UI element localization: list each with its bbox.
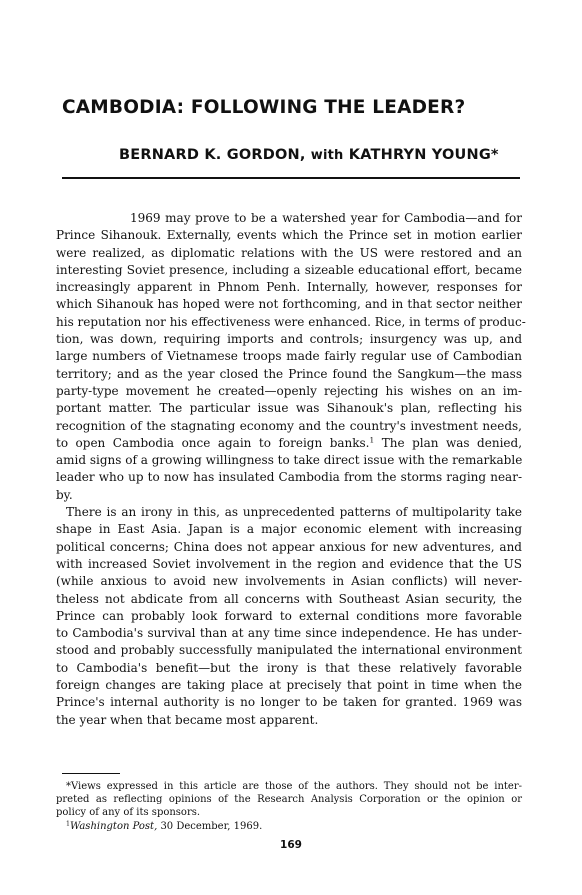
body-line: foreign changes are taking place at precisely that point in time when the	[56, 678, 522, 693]
body-line-text: to open Cambodia once again to foreign banks.	[56, 435, 370, 450]
body-line: were realized, as diplomatic relations with the US were restored and an	[56, 245, 522, 260]
body-line: 1969 may prove to be a watershed year for Cambodia—and for	[130, 211, 522, 225]
body-line: with increased Soviet involvement in the region and evidence that the US	[56, 556, 522, 571]
footnotes	[56, 780, 522, 833]
article-title: CAMBODIA: FOLLOWING THE LEADER?	[62, 97, 466, 118]
body-line: to Cambodia's survival than at any time since independence. He has under-	[56, 626, 522, 641]
author-secondary: KATHRYN YOUNG*	[348, 147, 499, 163]
footnote-ref: 1	[369, 435, 375, 445]
body-line: increasingly apparent in Phnom Penh. Internally, however, responses for	[56, 280, 522, 295]
body-line: recognition of the stagnating economy and the country's investment needs,	[56, 418, 522, 433]
footnote-line: policy of any of its sponsors.	[56, 807, 201, 819]
body-line: amid signs of a growing willingness to take direct issue with the remarkable	[56, 453, 523, 468]
footnote-source: Washington Post,	[69, 820, 158, 832]
body-line: to Cambodia's benefit—but the irony is that these relatively favorable	[56, 660, 522, 675]
author-with: with	[310, 148, 344, 163]
body-line: which Sihanouk has hoped were not forthcoming, and in that sector neither	[56, 297, 522, 312]
body-line: large numbers of Vietnamese troops made fairly regular use of Cambodian	[56, 349, 522, 364]
body-line-with-footnote	[56, 435, 522, 452]
page-number: 169	[280, 839, 302, 851]
footnote-line: preted as reflecting opinions of the Research Analysis Corporation or the opinion or	[56, 794, 522, 806]
body-line: by.	[56, 487, 73, 502]
body-line: Prince's internal authority is no longer to be taken for granted. 1969 was	[56, 695, 522, 710]
footnote-date: 30 December, 1969.	[157, 820, 263, 832]
body-line-text: The plan was denied,	[374, 435, 523, 450]
author-primary: BERNARD K. GORDON,	[119, 147, 306, 163]
article-body	[56, 210, 526, 729]
body-line: leader who up to now has insulated Cambodia from the storms raging near-	[56, 470, 522, 485]
body-line: party-type movement he created—openly rejecting his wishes on an im-	[56, 383, 522, 398]
paragraph-1	[56, 210, 526, 504]
body-line: Prince can probably look forward to external conditions more favorable	[56, 608, 522, 623]
body-line: (while anxious to avoid new involvements in Asian conflicts) will never-	[56, 574, 522, 589]
footnote-1	[56, 820, 522, 833]
body-line: Prince Sihanouk. Externally, events which the Prince set in motion earlier	[56, 228, 522, 243]
body-line: There is an irony in this, as unprecedented patterns of multipolarity take	[66, 505, 522, 520]
body-line: territory; and as the year closed the Prince found the Sangkum—the mass	[56, 366, 522, 381]
body-line: tion, was down, requiring imports and controls; insurgency was up, and	[56, 332, 522, 347]
footnote-rule	[62, 773, 120, 774]
body-line: political concerns; China does not appear anxious for new adventures, and	[56, 539, 522, 554]
body-line: his reputation nor his effectiveness were enhanced. Rice, in terms of produc-	[56, 314, 526, 329]
title-rule	[62, 177, 520, 179]
article-authors	[119, 147, 499, 163]
body-line: stood and probably successfully manipulated the international environment	[56, 643, 522, 658]
body-line: portant matter. The particular issue was Sihanouk's plan, reflecting his	[56, 401, 522, 416]
paragraph-2	[56, 504, 522, 729]
body-line: interesting Soviet presence, including a sizeable educational effort, became	[56, 262, 522, 277]
body-line: shape in East Asia. Japan is a major economic element with increasing	[56, 522, 522, 537]
footnote-marker: 1	[66, 819, 70, 827]
body-line: theless not abdicate from all concerns with Southeast Asian security, the	[56, 591, 522, 606]
body-line: the year when that became most apparent.	[56, 712, 319, 727]
footnote-line: *Views expressed in this article are those of the authors. They should not be inter-	[66, 781, 522, 792]
